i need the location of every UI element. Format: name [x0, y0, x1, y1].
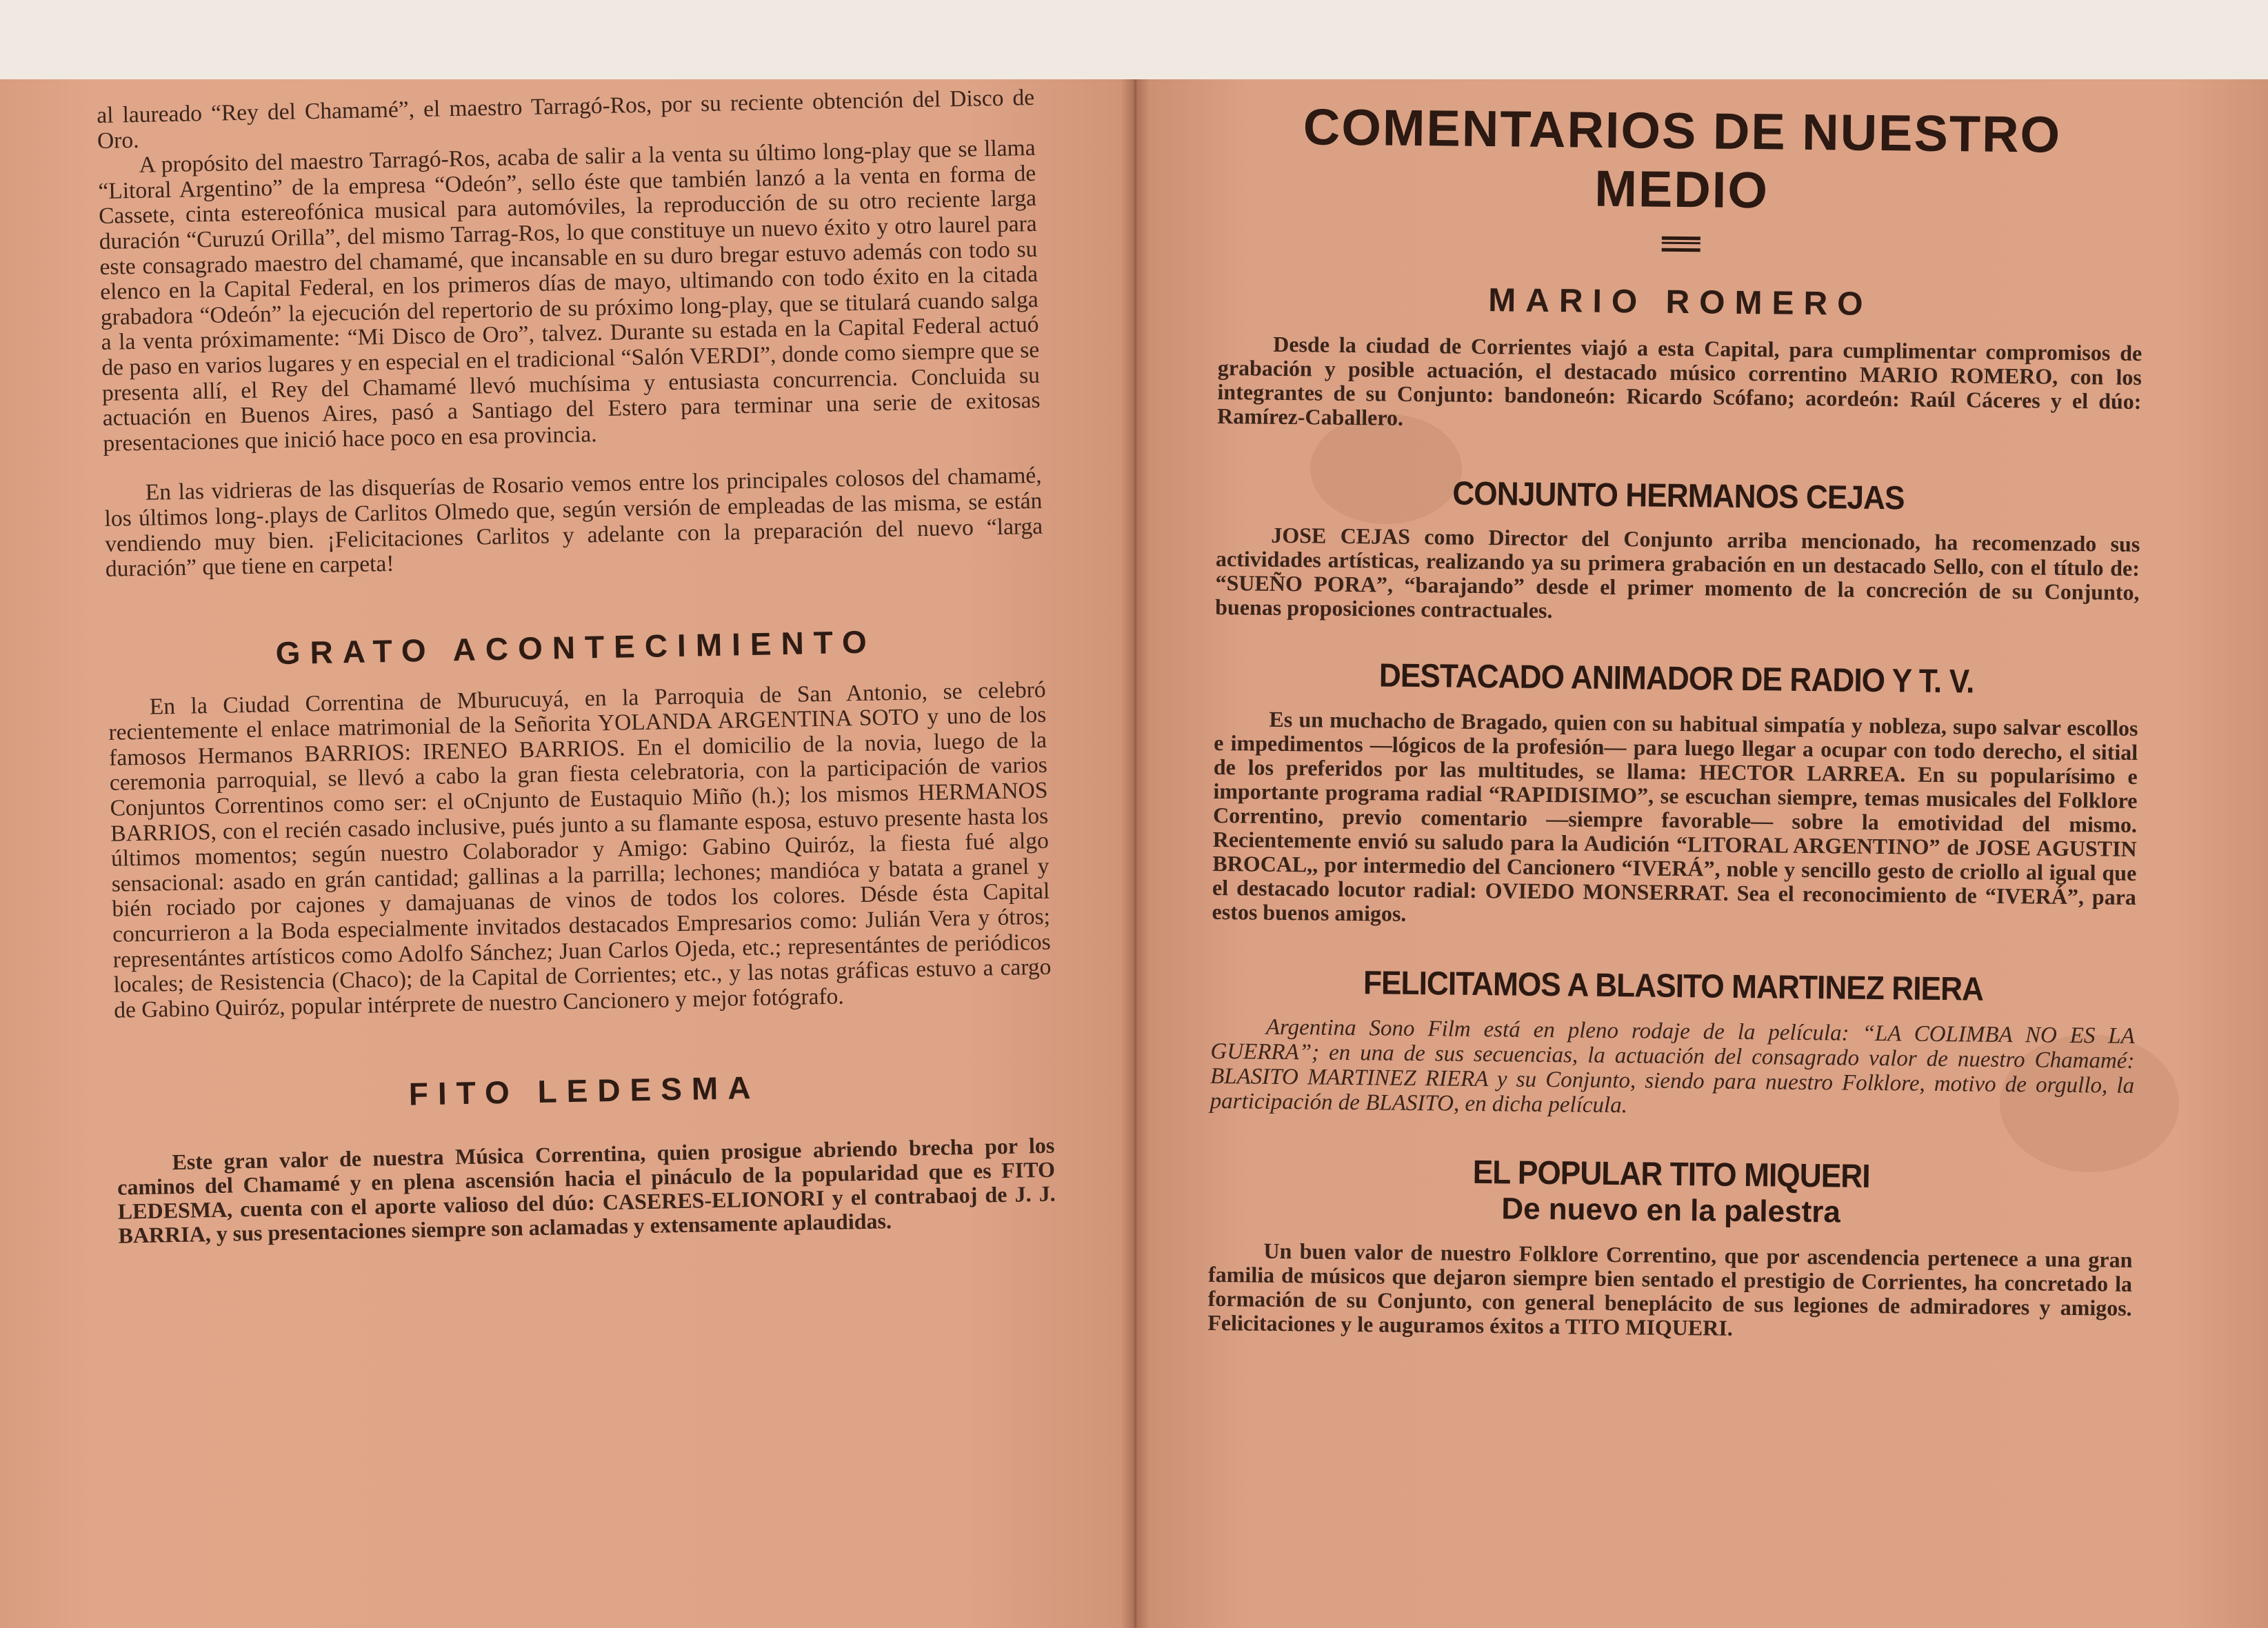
animador-paragraph: Es un muchacho de Bragado, quien con su habitual simpatía y nobleza, supo salvar escollos e impedimentos —lógicos de la profesión— para luego llegar a ocupar con todo derecho, el sitial de los preferidos por las multitudes, se llama: HECTOR LARREA. En su popularísimo e importante programa radial “RAPIDISIMO”, se escuchan siempre, temas musicales del Folklore Correntino, previo comentario —siempre favorable— sobre la emotividad del mismo. Recientemente envió su saludo para la Audición “LITORAL ARGENTINO” de JOSE AGUSTIN BROCAL,, por intermedio del Cancionero “IVERÁ”, noble y sencillo gesto de criollo al igual que el destacado locutor radial: OVIEDO MONSERRAT. Sea el reconocimiento de “IVERÁ”, para estos buenos amigos.	[1212, 706, 2138, 926]
blasito-heading: FELICITAMOS A BLASITO MARTINEZ RIERA	[1363, 965, 1984, 1008]
cejas-heading: CONJUNTO HERMANOS CEJAS	[1452, 475, 1905, 517]
intro-paragraph: al laureado “Rey del Chamamé”, el maestro Tarragó-Ros, por su reciente obtención del Disco de Oro.	[96, 84, 1035, 154]
romero-heading: MARIO ROMERO	[1487, 282, 1873, 323]
tito-paragraph: Un buen valor de nuestro Folklore Correntino, que por ascendencia pertenece a una gran familia de músicos que dejaron siempre bien sentado el prestigio de Corrientes, ha concretado la formación de su Conjunto, con general beneplácito de sus legiones de admiradores y amigos. Felicitaciones y le auguramos éxitos a TITO MIQUERI.	[1207, 1238, 2133, 1340]
book-spine	[1121, 79, 1150, 1628]
cejas-paragraph: JOSE CEJAS como Director del Conjunto arriba mencionado, ha recomenzado sus actividades artísticas, realizando ya su primera grabación en un destacado Sello, con el título de: “SUEÑO PORA”, “barajando” desde el primer momento de la concreción de su Conjunto, buenas proposiciones contractuales.	[1215, 522, 2140, 623]
romero-paragraph: Desde la ciudad de Corrientes viajó a esta Capital, para cumplimentar compromisos de grabación y posible actuación, el destacado músico correntino MARIO ROMERO, con los integrantes de su Conjunto: bandoneón: Ricardo Scófano; acordeón: Raúl Cáceres y el dúo: Ramírez-Caballero.	[1216, 331, 2142, 430]
tito-subheading: De nuevo en la palestra	[1501, 1192, 1841, 1229]
blasito-paragraph: Argentina Sono Film está en pleno rodaje de la película: “LA COLIMBA NO ES LA GUERRA”; en una de sus secuencias, la actuación del consagrado valor de nuestro Chamamé: BLASITO MARTINEZ RIERA y su Conjunto, siendo para nuestro Folklore, motivo de orgullo, la participación de BLASITO, en dicha película.	[1210, 1014, 2135, 1118]
fito-paragraph: Este gran valor de nuestra Música Correntina, quien prosigue abriendo brecha por los caminos del Chamamé y en plena ascensión hacia el pináculo de la popularidad que es FITO LEDESMA, cuenta con el aporte valioso del dúo: CASERES-ELIONORI y el contrabaoj de J. J. BARRIA, y sus presentaciones siempre son aclamadas y extensamente aplaudidas.	[117, 1133, 1056, 1249]
right-column	[1207, 97, 2145, 1345]
grato-paragraph: En la Ciudad Correntina de Mburucuyá, en la Parroquia de San Antonio, se celebró recientemente el enlace matrimonial de la Señorita YOLANDA ARGENTINA SOTO y uno de los famosos Hermanos BARRIOS: IRENEO BARRIOS. En el domicilio de la novia, luego de la ceremonia parroquial, se llevó a cabo la gran fiesta celebratoria, con la participación de varios Conjuntos Correntinos como ser: el oCnjunto de Eustaquio Miño (h.); los mismos HERMANOS BARRIOS, con el recién casado inclusive, pués junto a su flamante esposa, estuvo presente hasta los últimos momentos; según nuestro Colaborador y Amigo: Gabino Quiróz, la fiesta fué algo sensacional: asado en grán cantidad; gallinas a la parrilla; lechones; mandióca y batata a granel y bién rociado por cajones y damajuanas de vinos de todos los colores. Désde ésta Capital concurrieron a la Boda especialmente invitados destacados Empresarios como: Julián Vera y ótros; representántes artísticos como Adolfo Sánchez; Juan Carlos Ojeda, etc.; representántes de periódicos locales; de Resistencia (Chaco); de la Capital de Corrientes; etc., y las notas gráficas estuvo a cargo de Gabino Quiróz, popular intérprete de nuestro Cancionero y mejor fotógrafo.	[108, 676, 1052, 1023]
left-column	[97, 86, 1056, 1248]
tito-heading: EL POPULAR TITO MIQUERI	[1472, 1154, 1870, 1195]
fito-heading: FITO LEDESMA	[408, 1069, 761, 1112]
ornament-icon	[1662, 237, 1700, 252]
tarrago-paragraph: A propósito del maestro Tarragó-Ros, acaba de salir a la venta su último long-play que se llama “Litoral Argentino” de la empresa “Odeón”, sello éste que también lanzó a la venta en forma de Cassete, cinta estereofónica musical para automóviles, la reproducción de su otro reciente larga duración “Curuzú Orilla”, del mismo Tarrag-Ros, lo que constituye un nuevo éxito y otro laurel para este consagrado maestro del chamamé, que incansable en su duro bregar estuvo además con todo su elenco en la Capital Federal, en los primeros días de mayo, ultimando con todo éxito en la citada grabadora “Odeón” la ejecución del repertorio de su próximo long-play, que se titulará cuando salga a la venta próximamente: “Mi Disco de Oro”, talvez. Durante su estada en la Capital Federal actuó de paso en varios lugares y en especial en el tradicional “Salón VERDI”, donde como siempre que se presenta allí, el Rey del Chamamé llevó muchísima y entusiasta concurrencia. Concluida su actuación en Buenos Aires, pasó a Santiago del Estero para terminar una serie de exitosas presentaciones que inició hace poco en esa provincia.	[98, 135, 1041, 456]
olmedo-paragraph: En las vidrieras de las disquerías de Rosario vemos entre los principales colosos del chamamé, los últimos long-.plays de Carlitos Olmedo que, según versión de empleadas de las misma, se están vendiendo muy bien. ¡Felicitaciones Carlitos y adelante con la preparación del nuevo “larga duración” que tiene en carpeta!	[104, 463, 1043, 582]
grato-heading: GRATO ACONTECIMIENTO	[275, 623, 877, 671]
page-title: COMENTARIOS DE NUESTRO MEDIO	[1303, 98, 2062, 219]
animador-heading: DESTACADO ANIMADOR DE RADIO Y T. V.	[1378, 657, 1974, 701]
